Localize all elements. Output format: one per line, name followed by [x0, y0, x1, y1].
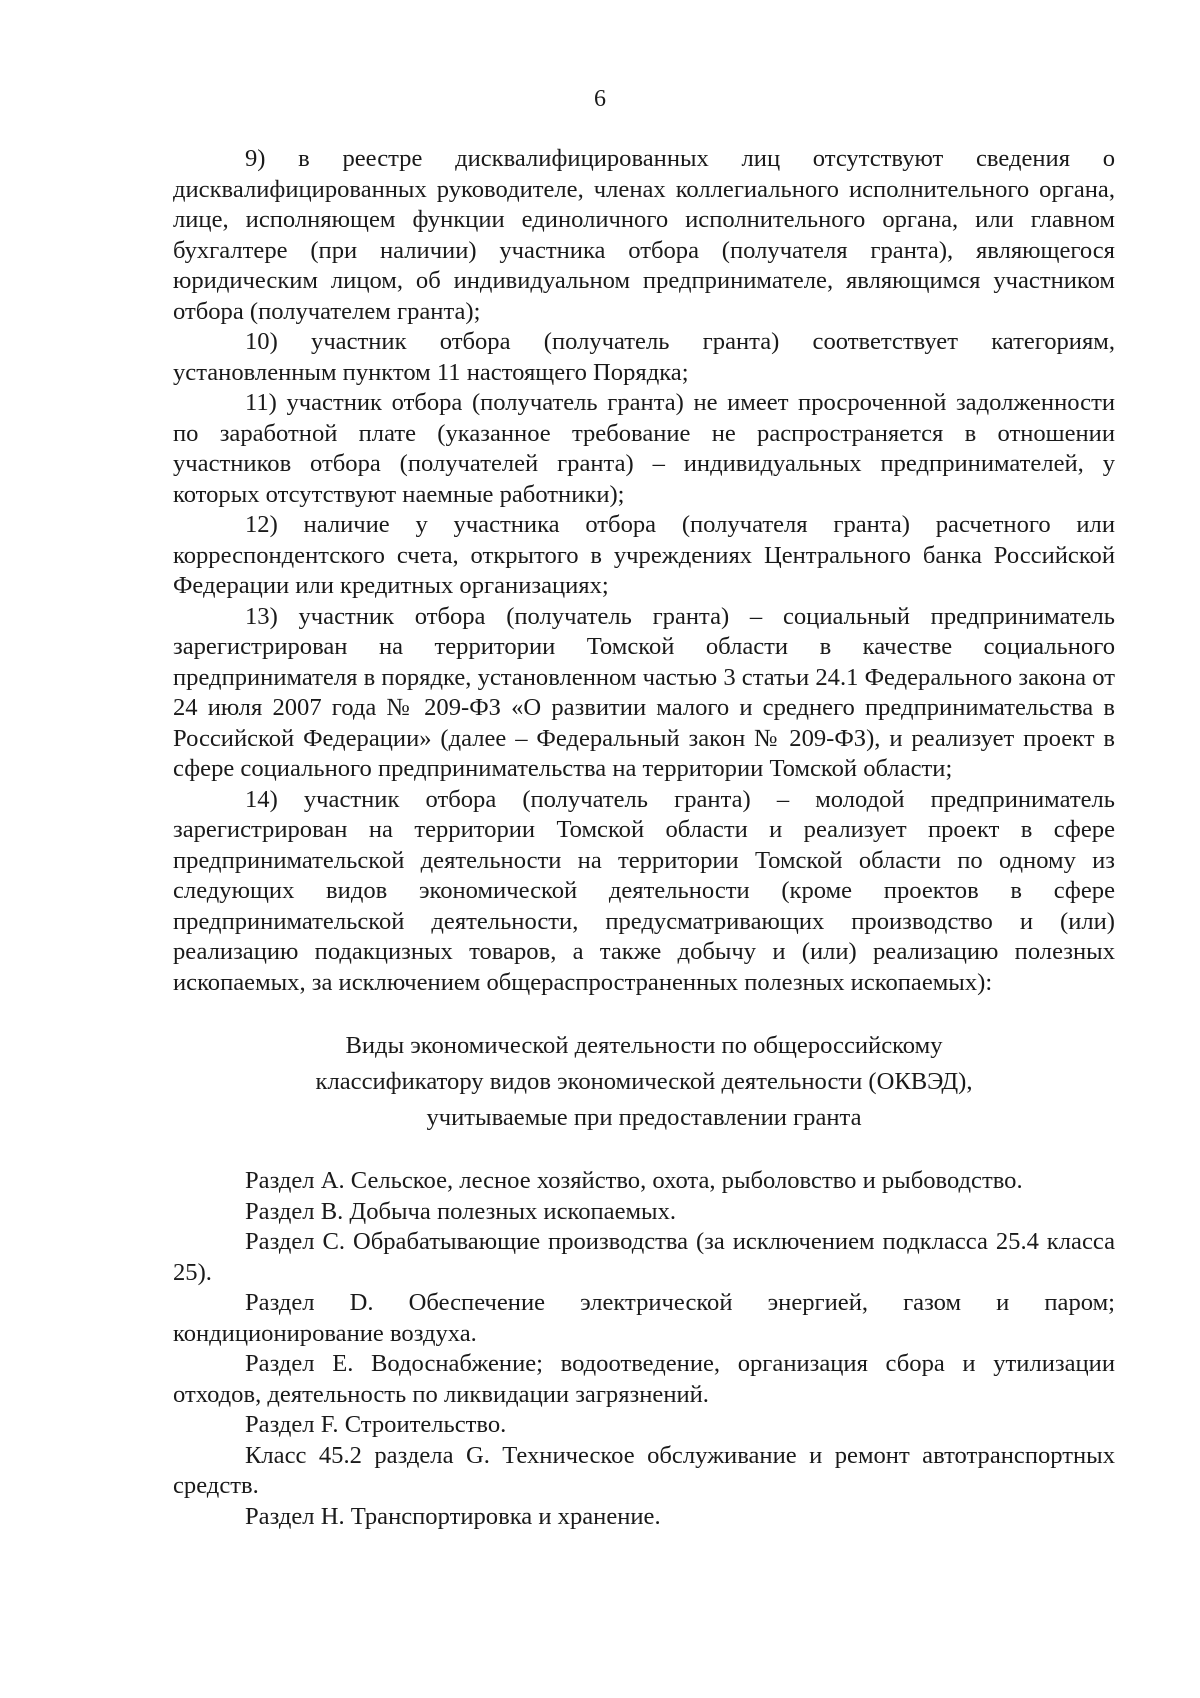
paragraph-item-12: 12) наличие у участника отбора (получателя гранта) расчетного или корреспондентского счета, открытого в учреждениях Центрального банка Российской Федерации или кредитных организациях; [173, 511, 1115, 599]
okved-section-b: Раздел B. Добыча полезных ископаемых. [245, 1197, 677, 1225]
paragraph-item-11: 11) участник отбора (получатель гранта) не имеет просроченной задолженности по заработной плате (указанное требование не распространяется в отношении участников отбора (получателей гранта) – индивидуальных предпринимателей, у которых отсутствуют наемные работники); [173, 389, 1115, 508]
okved-section-f: Раздел F. Строительство. [245, 1411, 507, 1438]
document-body [173, 144, 1115, 1532]
okved-section-h: Раздел H. Транспортировка и хранение. [245, 1502, 661, 1530]
okved-section-d: Раздел D. Обеспечение электрической энергией, газом и паром; кондиционирование воздуха. [173, 1289, 1115, 1347]
okved-class-45-2: Класс 45.2 раздела G. Техническое обслуживание и ремонт автотранспортных средств. [173, 1441, 1115, 1499]
heading-line: учитываемые при предоставлении гранта [426, 1104, 862, 1131]
paragraph-item-10: 10) участник отбора (получатель гранта) соответствует категориям, установленным пунктом 11 настоящего Порядка; [173, 328, 1115, 386]
okved-section-c: Раздел C. Обрабатывающие производства (за исключением подкласса 25.4 класса 25). [173, 1228, 1115, 1286]
paragraph-item-13: 13) участник отбора (получатель гранта) – социальный предприниматель зарегистрирован на территории Томской области в качестве социального предпринимателя в порядке, установленном частью 3 статьи 24.1 Федерального закона от 24 июля 2007 года № 209-ФЗ «О развитии малого и среднего предпринимательства в Российской Федерации» (далее – Федеральный закон № 209-ФЗ), и реализует проект в сфере социального предпринимательства на территории Томской области; [173, 602, 1115, 782]
page-number: 6 [594, 86, 606, 112]
okved-section-a: Раздел A. Сельское, лесное хозяйство, охота, рыболовство и рыбоводство. [245, 1167, 1023, 1194]
paragraph-item-14: 14) участник отбора (получатель гранта) – молодой предприниматель зарегистрирован на территории Томской области и реализует проект в сфере предпринимательской деятельности на территории Томской области по одному из следующих видов экономической деятельности (кроме проектов в сфере предпринимательской деятельности, предусматривающих производство и (или) реализацию подакцизных товаров, а также добычу и (или) реализацию полезных ископаемых, за исключением общераспространенных полезных ископаемых): [173, 785, 1115, 996]
heading-line: классификатору видов экономической деятельности (ОКВЭД), [315, 1068, 973, 1095]
paragraph-item-9: 9) в реестре дисквалифицированных лиц отсутствуют сведения о дисквалифицированных руководителе, членах коллегиального исполнительного органа, лице, исполняющем функции единоличного исполнительного органа, или главном бухгалтере (при наличии) участника отбора (получателя гранта), являющегося юридическим лицом, об индивидуальном предпринимателе, являющимся участником отбора (получателем гранта); [173, 145, 1115, 325]
section-heading [173, 1028, 1115, 1136]
okved-section-e: Раздел E. Водоснабжение; водоотведение, организация сбора и утилизации отходов, деятельность по ликвидации загрязнений. [173, 1350, 1115, 1408]
heading-line: Виды экономической деятельности по общероссийскому [345, 1032, 943, 1059]
